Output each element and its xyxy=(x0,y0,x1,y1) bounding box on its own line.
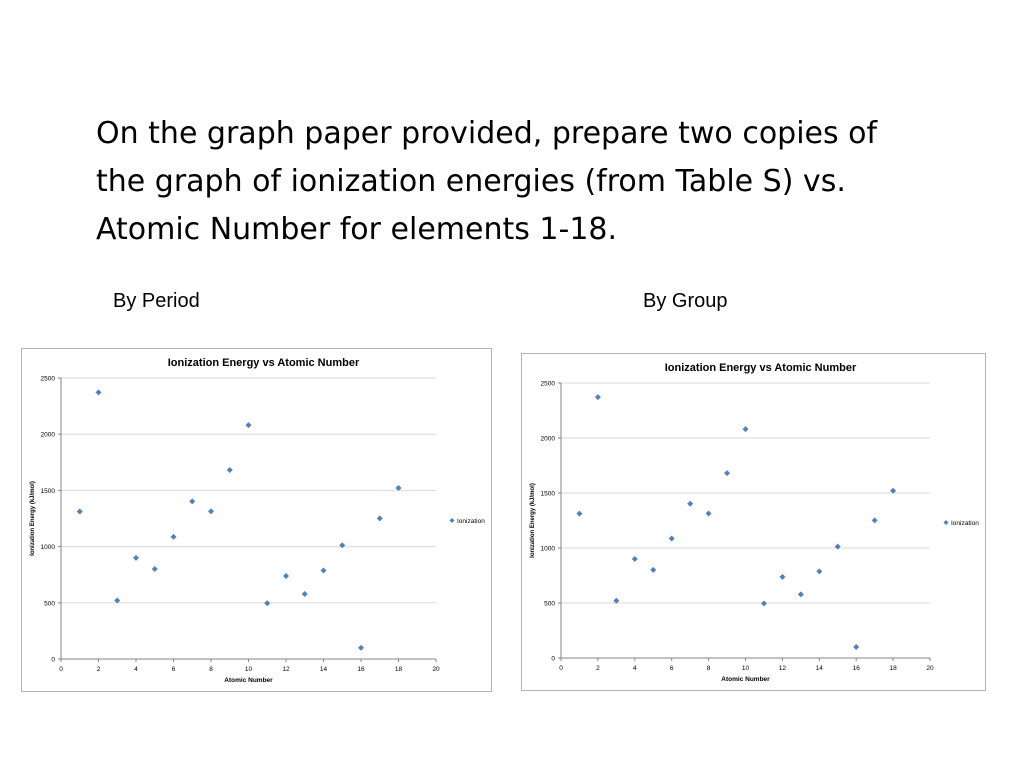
y-tick-label: 1000 xyxy=(540,545,555,553)
x-tick-label: 2 xyxy=(96,666,101,673)
x-tick-label: 10 xyxy=(244,666,253,673)
y-axis-label: Ionization Energy (kJ/mol) xyxy=(30,481,36,556)
x-tick-label: 8 xyxy=(209,666,213,673)
x-tick-label: 6 xyxy=(669,665,674,672)
x-tick-label: 6 xyxy=(171,666,176,673)
y-tick-label: 1500 xyxy=(40,487,55,495)
y-tick-label: 2500 xyxy=(540,380,555,388)
x-tick-label: 0 xyxy=(59,666,63,673)
chart-border xyxy=(22,349,492,692)
x-tick-label: 10 xyxy=(741,665,750,672)
legend-label: Ionization xyxy=(951,520,979,527)
x-tick-label: 20 xyxy=(926,665,934,672)
x-tick-label: 18 xyxy=(889,665,897,672)
x-axis-label: Atomic Number xyxy=(224,677,273,684)
by-group-label: By Group xyxy=(643,290,728,312)
x-tick-label: 16 xyxy=(852,665,860,672)
chart-by-group xyxy=(521,353,986,691)
x-tick-label: 8 xyxy=(706,665,711,672)
x-tick-label: 2 xyxy=(596,665,600,672)
y-tick-label: 1500 xyxy=(540,490,555,498)
chart-svg xyxy=(21,348,492,692)
y-tick-label: 0 xyxy=(51,656,55,664)
legend-label: Ionization xyxy=(457,518,485,525)
y-tick-label: 2000 xyxy=(40,431,55,439)
y-tick-label: 1000 xyxy=(40,544,55,552)
y-tick-label: 500 xyxy=(44,600,55,608)
y-tick-label: 0 xyxy=(551,655,555,663)
y-axis-label: Ionization Energy (kJ/mol) xyxy=(530,483,536,558)
x-tick-label: 18 xyxy=(394,666,403,673)
x-tick-label: 12 xyxy=(778,665,787,672)
y-tick-label: 500 xyxy=(544,600,555,608)
y-tick-label: 2500 xyxy=(40,375,55,383)
chart-border xyxy=(522,354,986,691)
x-tick-label: 4 xyxy=(632,665,637,672)
x-tick-label: 0 xyxy=(559,665,563,672)
by-period-label: By Period xyxy=(113,290,200,312)
chart-by-period xyxy=(21,348,492,692)
x-tick-label: 12 xyxy=(282,666,290,673)
chart-svg xyxy=(521,353,986,691)
y-tick-label: 2000 xyxy=(540,435,555,443)
x-tick-label: 16 xyxy=(357,666,365,673)
chart-title: Ionization Energy vs Atomic Number xyxy=(664,362,857,374)
x-axis-label: Atomic Number xyxy=(721,676,770,683)
slide-body-text: On the graph paper provided, prepare two copies of the graph of ionization energies (from Table S) vs. Atomic Number for elements 1-18. xyxy=(96,116,878,247)
chart-title: Ionization Energy vs Atomic Number xyxy=(167,357,360,369)
x-tick-label: 14 xyxy=(815,665,823,672)
x-tick-label: 14 xyxy=(319,666,328,673)
x-tick-label: 20 xyxy=(432,666,440,673)
x-tick-label: 4 xyxy=(134,666,138,673)
